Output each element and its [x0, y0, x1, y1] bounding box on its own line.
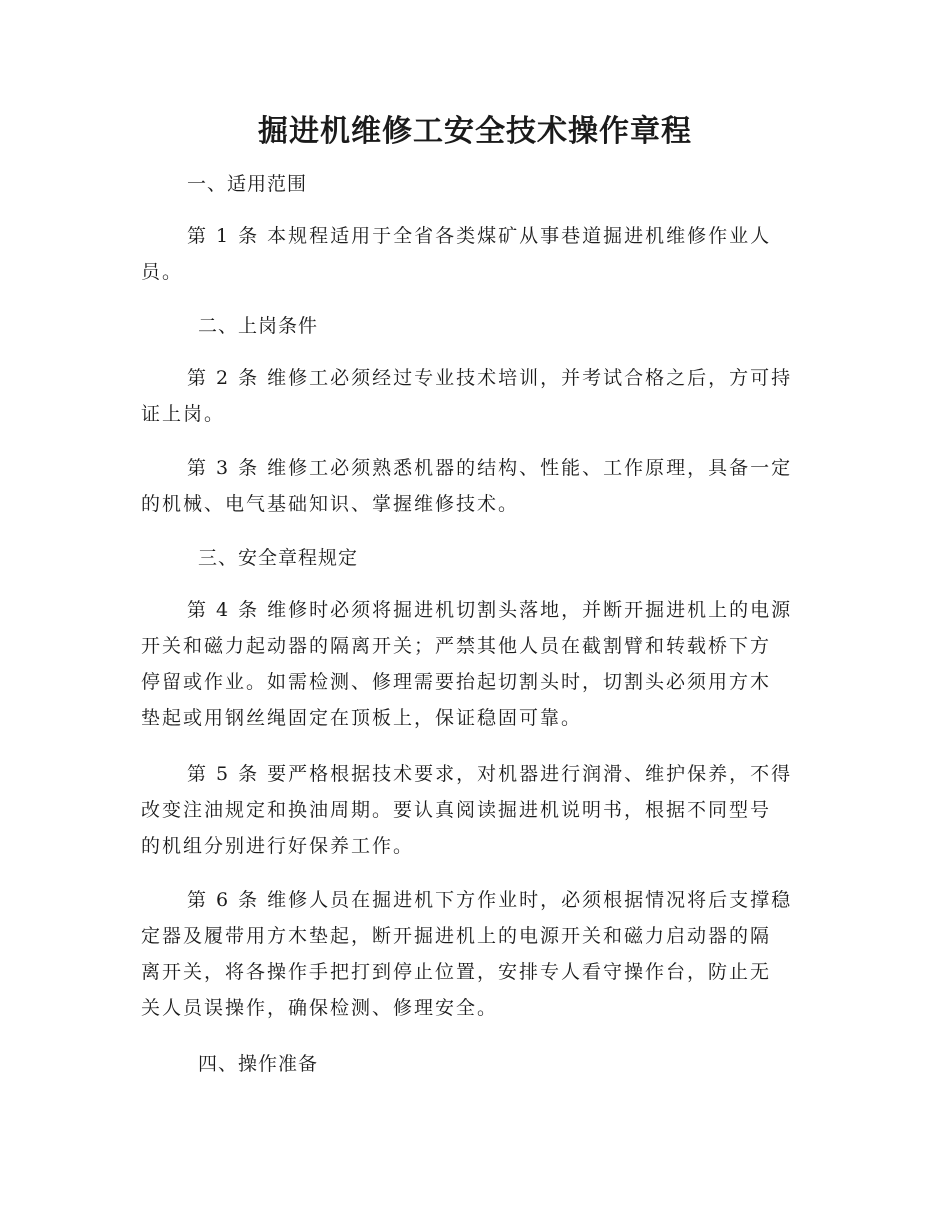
article-6-text-1: 维修人员在掘进机下方作业时，必须根据情况将后支撑稳 [267, 889, 793, 911]
section-heading-scope: 一、适用范围 [187, 173, 308, 195]
article-6-line-4: 关人员误操作，确保检测、修理安全。 [141, 997, 499, 1019]
article-4-text-1: 维修时必须将掘进机切割头落地，并断开掘进机上的电源 [267, 599, 793, 621]
article-5-line-3: 的机组分别进行好保养工作。 [141, 835, 415, 857]
article-6 [141, 882, 806, 1026]
article-6-line-1 [141, 882, 806, 918]
article-6-line-3: 离开关，将各操作手把打到停止位置，安排专人看守操作台，防止无 [141, 961, 772, 983]
article-3-line-2: 的机械、电气基础知识、掌握维修技术。 [141, 493, 520, 515]
article-6-number: 第 6 条 [187, 889, 260, 911]
article-6-line-2: 定器及履带用方木垫起，断开掘进机上的电源开关和磁力启动器的隔 [141, 925, 772, 947]
article-3 [141, 450, 806, 522]
article-1 [141, 218, 806, 290]
article-2-line-2: 证上岗。 [141, 403, 226, 425]
article-4 [141, 592, 806, 736]
article-5-number: 第 5 条 [187, 763, 260, 785]
article-4-line-4: 垫起或用钢丝绳固定在顶板上，保证稳固可靠。 [141, 707, 583, 729]
article-1-text-1: 本规程适用于全省各类煤矿从事巷道掘进机维修作业人 [267, 225, 772, 247]
article-3-line-1 [141, 450, 806, 486]
article-4-line-2: 开关和磁力起动器的隔离开关；严禁其他人员在截割臂和转载桥下方 [141, 635, 772, 657]
article-5-line-2: 改变注油规定和换油周期。要认真阅读掘进机说明书，根据不同型号 [141, 799, 772, 821]
section-heading-safety-rules: 三、安全章程规定 [198, 547, 359, 569]
section-heading-qualifications: 二、上岗条件 [198, 315, 319, 337]
article-5-line-1 [141, 756, 806, 792]
article-5-text-1: 要严格根据技术要求，对机器进行润滑、维护保养，不得 [267, 763, 793, 785]
section-heading-preparation: 四、操作准备 [198, 1053, 319, 1075]
article-2-number: 第 2 条 [187, 367, 260, 389]
article-2-text-1: 维修工必须经过专业技术培训，并考试合格之后，方可持 [267, 367, 793, 389]
article-4-number: 第 4 条 [187, 599, 260, 621]
article-4-line-1 [141, 592, 806, 628]
article-2-line-1 [141, 360, 806, 396]
article-1-number: 第 1 条 [187, 225, 260, 247]
article-4-line-3: 停留或作业。如需检测、修理需要抬起切割头时，切割头必须用方木 [141, 671, 772, 693]
article-1-line-1 [141, 218, 806, 254]
article-1-line-2: 员。 [141, 261, 184, 283]
article-3-number: 第 3 条 [187, 457, 260, 479]
article-2 [141, 360, 806, 432]
article-5 [141, 756, 806, 864]
article-3-text-1: 维修工必须熟悉机器的结构、性能、工作原理，具备一定 [267, 457, 793, 479]
document-title: 掘进机维修工安全技术操作章程 [258, 114, 692, 149]
